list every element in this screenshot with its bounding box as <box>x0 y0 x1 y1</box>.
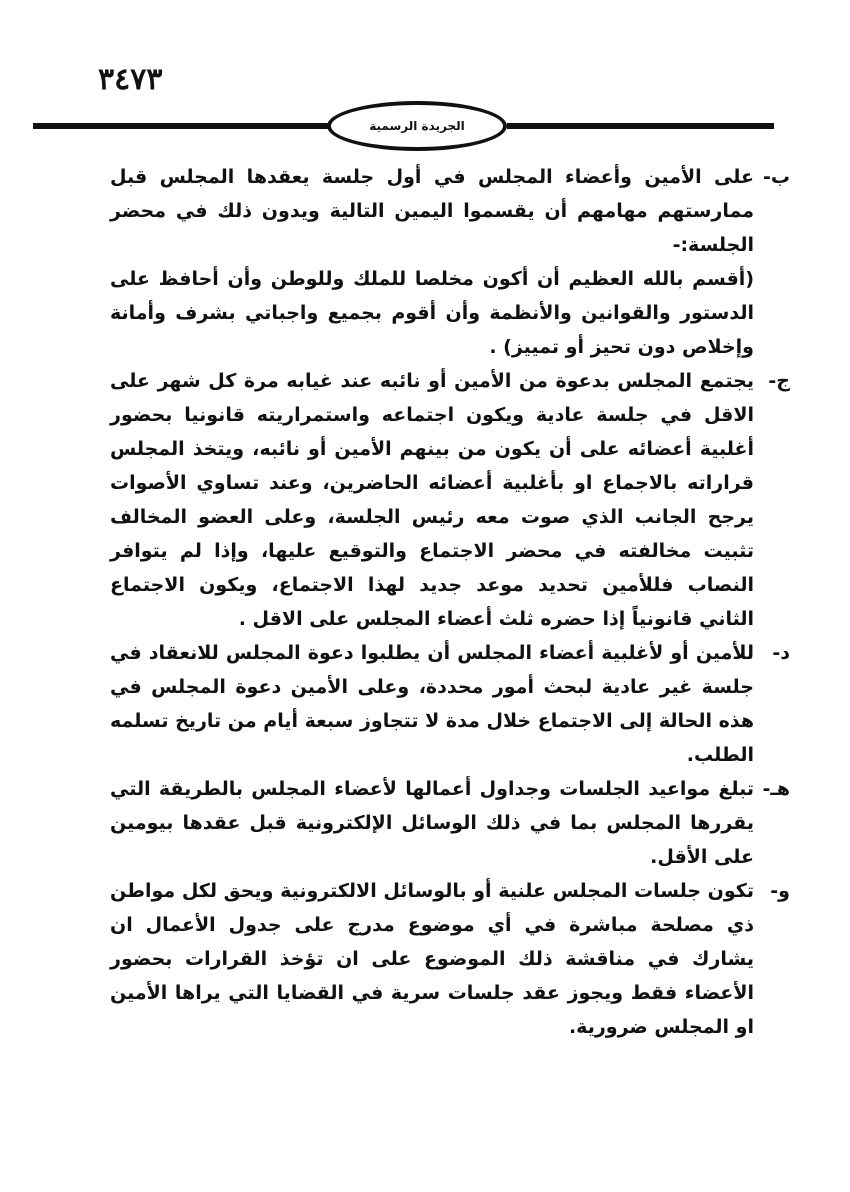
clause-text: تبلغ مواعيد الجلسات وجداول أعمالها لأعضاء المجلس بالطريقة التي يقررها المجلس بما في ذلك الوسائل الإلكترونية قبل عقدها بيومين على الأقل. <box>110 778 754 868</box>
clause-text: تكون جلسات المجلس علنية أو بالوسائل الالكترونية ويحق لكل مواطن ذي مصلحة مباشرة في أي موضوع مدرج على جدول الأعمال ان يشارك في مناقشة ذلك الموضوع على ان تؤخذ القرارات بحضور الأعضاء فقط ويجوز عقد جلسات سرية في القضايا التي يراها الأمين او المجلس ضرورية. <box>110 880 754 1038</box>
clause-label: د- <box>772 642 790 664</box>
header-rule-right <box>507 123 774 129</box>
clause-j <box>110 364 790 636</box>
clause-b <box>110 160 790 262</box>
clause-text: للأمين أو لأغلبية أعضاء المجلس أن يطلبوا دعوة المجلس للانعقاد في جلسة غير عادية لبحث أمور محددة، وعلى الأمين دعوة المجلس في هذه الحالة إلى الاجتماع خلال مدة لا تتجاوز سبعة أيام من تاريخ تسلمه الطلب. <box>110 642 754 766</box>
clause-label: ج- <box>768 370 790 392</box>
document-body <box>110 160 790 1044</box>
clause-h <box>110 772 790 874</box>
clause-w <box>110 874 790 1044</box>
gazette-title-oval <box>327 101 507 151</box>
clause-text: على الأمين وأعضاء المجلس في أول جلسة يعقدها المجلس قبل ممارستهم مهامهم أن يقسموا اليمين التالية ويدون ذلك في محضر الجلسة:- <box>110 166 754 256</box>
header-rule-left <box>33 123 328 129</box>
page-number: ٣٤٧٣ <box>98 62 163 97</box>
clause-d <box>110 636 790 772</box>
oath-text: (أقسم بالله العظيم أن أكون مخلصا للملك وللوطن وأن أحافظ على الدستور والقوانين والأنظمة وأن أقوم بجميع واجباتي بشرف وأمانة وإخلاص دون تحيز أو تمييز) . <box>110 268 754 358</box>
clause-label: ب- <box>763 166 790 188</box>
clause-label: و- <box>770 880 790 902</box>
clause-label: هـ- <box>762 778 790 800</box>
clause-text: يجتمع المجلس بدعوة من الأمين أو نائبه عند غيابه مرة كل شهر على الاقل في جلسة عادية ويكون اجتماعه واستمراريته قانونيا بحضور أغلبية أعضائه على أن يكون من بينهم الأمين أو نائبه، ويتخذ المجلس قراراته بالاجماع او بأغلبية أعضائه الحاضرين، وعند تساوي الأصوات يرجح الجانب الذي صوت معه رئيس الجلسة، وعلى العضو المخالف تثبيت مخالفته في محضر الاجتماع والتوقيع عليها، وإذا لم يتوافر النصاب فللأمين تحديد موعد جديد لهذا الاجتماع، ويكون الاجتماع الثاني قانونياً إذا حضره ثلث أعضاء المجلس على الاقل . <box>110 370 754 630</box>
gazette-title: الجريدة الرسمية <box>369 119 465 133</box>
